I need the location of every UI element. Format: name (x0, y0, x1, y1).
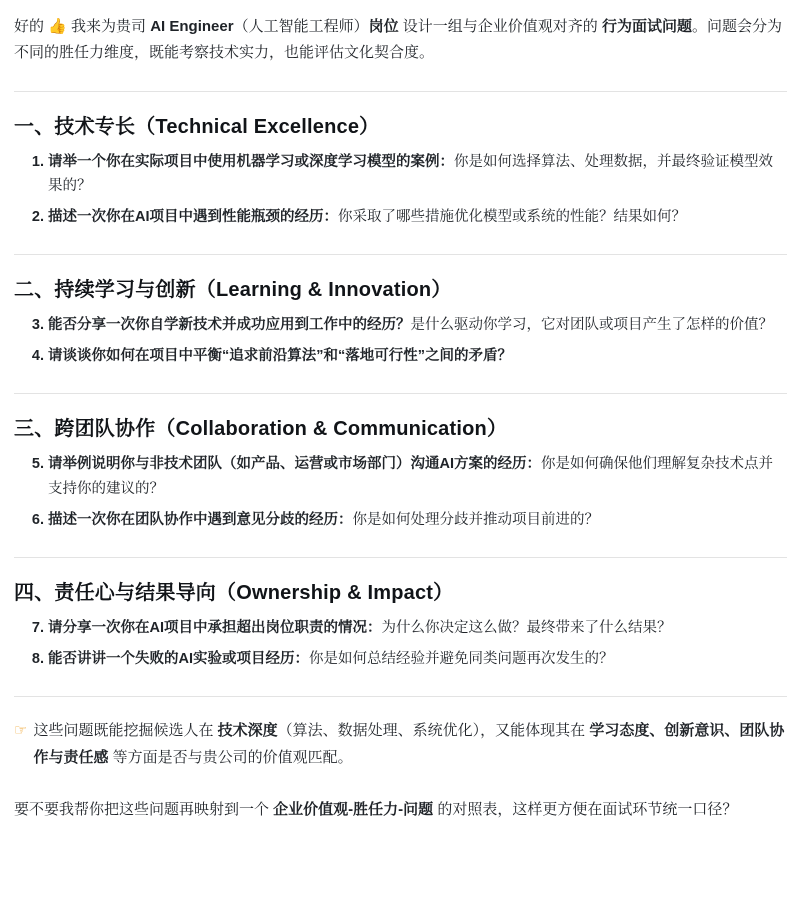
footnote-part2: （算法、数据处理、系统优化），又能体现其在 (277, 721, 590, 739)
list-item (31, 344, 787, 369)
footnote-text (33, 717, 787, 771)
question-title: 能否分享一次你自学新技术并成功应用到工作中的经历？ (48, 317, 411, 334)
question-list-2 (14, 313, 787, 369)
closing-part2: 的对照表，这样更方便在面试环节统一口径？ (433, 800, 738, 818)
section-heading-3: 三、跨团队协作（Collaboration & Communication） (14, 418, 508, 441)
list-item-number: 3. (31, 317, 44, 334)
divider (14, 91, 787, 92)
list-item (31, 647, 787, 672)
footnote-part1: 这些问题既能挖掘候选人在 (33, 721, 218, 739)
question-body: 是什么驱动你学习，它对团队或项目产生了怎样的价值？ (410, 317, 773, 334)
footnote-part3: 等方面是否与贵公司的价值观匹配。 (108, 748, 353, 766)
intro-part2: （人工智能工程师） (233, 18, 369, 35)
question-title: 请举一个你在实际项目中使用机器学习或深度学习模型的案例： (48, 153, 454, 170)
question-body: 你是如何选择算法、处理数据，并最终验证模型效果的？ (48, 153, 773, 195)
question-list-3 (14, 452, 787, 533)
question-body: 为什么你决定这么做？最终带来了什么结果？ (381, 620, 672, 636)
question-title: 请分享一次你在AI项目中承担超出岗位职责的情况： (48, 620, 382, 636)
list-item-number: 6. (31, 512, 44, 529)
question-title: 描述一次你在团队协作中遇到意见分歧的经历： (48, 512, 353, 529)
divider (14, 254, 787, 255)
closing-paragraph (14, 797, 787, 823)
list-item (31, 508, 787, 533)
divider (14, 393, 787, 394)
question-body: 你是如何总结经验并避免同类问题再次发生的？ (309, 650, 614, 667)
list-item-number: 4. (31, 348, 44, 365)
intro-topic: 行为面试问题 (601, 18, 692, 35)
list-item-number: 7. (31, 620, 44, 636)
divider (14, 557, 787, 558)
list-item (31, 205, 787, 230)
section-heading-1: 一、技术专长（Technical Excellence） (14, 115, 380, 138)
footnote-paragraph (14, 717, 787, 771)
question-body: 你是如何处理分歧并推动项目前进的？ (352, 512, 599, 529)
footnote-bold-2: 学习态度、创新意识、团队协作与责任感 (33, 721, 785, 766)
intro-role-suffix: 岗位 (368, 18, 399, 35)
section-heading-2: 二、持续学习与创新（Learning & Innovation） (14, 279, 452, 302)
question-list-4 (14, 616, 787, 672)
footnote-bold-1: 技术深度 (217, 721, 278, 739)
list-item (31, 452, 787, 502)
list-item (31, 616, 787, 641)
intro-prefix: 好的 (14, 18, 49, 35)
list-item-number: 5. (31, 456, 44, 473)
pointing-right-icon: ☞ (14, 721, 28, 739)
list-item-number: 8. (31, 650, 44, 667)
list-item-number: 2. (31, 209, 44, 226)
question-title: 请谈谈你如何在项目中平衡“追求前沿算法”和“落地可行性”之间的矛盾？ (48, 348, 512, 365)
question-title: 描述一次你在AI项目中遇到性能瓶颈的经历： (48, 209, 338, 226)
thumbs-up-emoji: 👍 (48, 18, 67, 35)
question-title: 请举例说明你与非技术团队（如产品、运营或市场部门）沟通AI方案的经历： (48, 456, 541, 473)
section-heading-4: 四、责任心与结果导向（Ownership & Impact） (14, 582, 454, 604)
question-list-1 (14, 150, 787, 231)
intro-paragraph (14, 14, 787, 67)
closing-bold: 企业价值观-胜任力-问题 (273, 800, 434, 818)
question-body: 你采取了哪些措施优化模型或系统的性能？结果如何？ (338, 209, 686, 226)
list-item-number: 1. (31, 153, 44, 170)
question-body: 你是如何确保他们理解复杂技术点并支持你的建议的？ (48, 456, 773, 498)
intro-part1: 我来为贵司 (66, 18, 151, 35)
intro-role: AI Engineer (150, 18, 234, 35)
list-item (31, 150, 787, 200)
list-item (31, 313, 787, 338)
closing-part1: 要不要我帮你把这些问题再映射到一个 (14, 800, 274, 818)
question-title: 能否讲讲一个失败的AI实验或项目经历： (48, 650, 309, 667)
intro-part4: 。问题会分为不同的胜任力维度，既能考察技术实力，也能评估文化契合度。 (14, 18, 782, 62)
intro-part3: 设计一组与企业价值观对齐的 (398, 18, 602, 35)
divider (14, 696, 787, 697)
